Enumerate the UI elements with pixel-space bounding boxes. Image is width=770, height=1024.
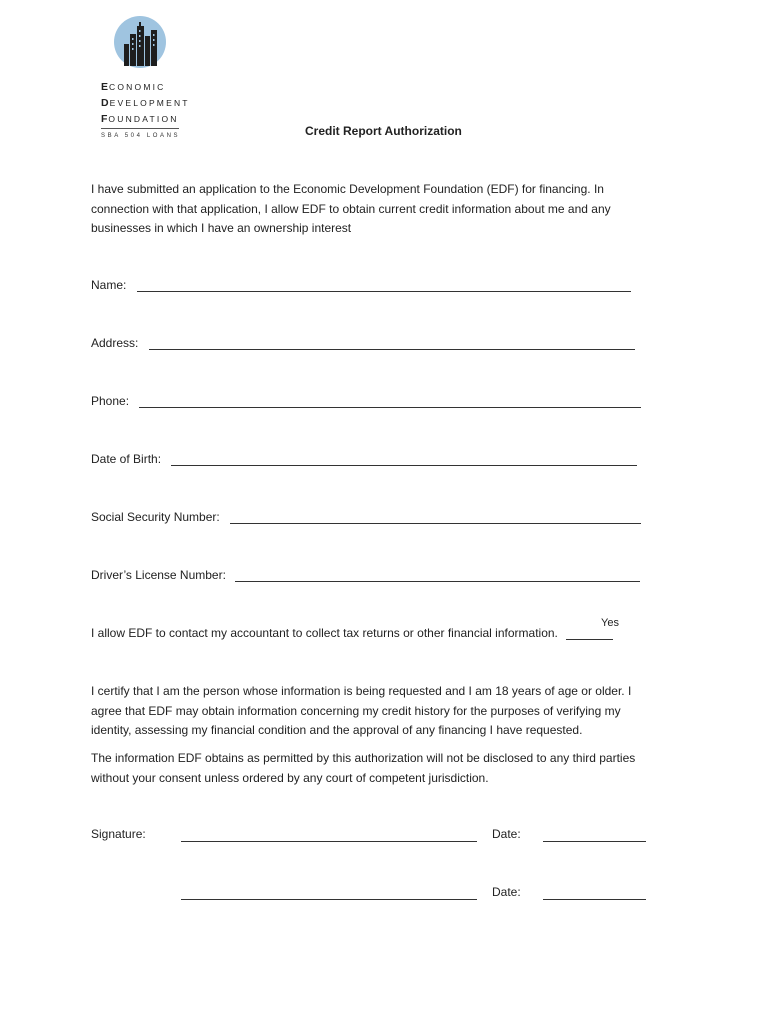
name-row bbox=[91, 278, 631, 292]
accountant-consent-field[interactable] bbox=[566, 627, 613, 640]
certify-paragraph bbox=[91, 682, 631, 741]
drivers-license-field[interactable] bbox=[235, 569, 640, 582]
signature-field-1[interactable] bbox=[181, 829, 477, 842]
intro-line: connection with that application, I allow EDF to obtain current credit information about me and any bbox=[91, 201, 611, 216]
yes-label: Yes bbox=[601, 617, 619, 629]
signature-field-2[interactable] bbox=[181, 887, 477, 900]
disclosure-line: The information EDF obtains as permitted by this authorization will not be disclosed to any third parties bbox=[91, 751, 636, 765]
intro-line: I have submitted an application to the Economic Development Foundation (EDF) for financing. In bbox=[91, 182, 604, 196]
disclosure-line: without your consent unless ordered by any court of competent jurisdiction. bbox=[91, 770, 489, 785]
ssn-field[interactable] bbox=[230, 511, 641, 524]
page-title: Credit Report Authorization bbox=[305, 124, 462, 138]
license-label: Driver’s License Number: bbox=[91, 568, 226, 582]
date-label-1: Date: bbox=[492, 827, 521, 841]
dob-label: Date of Birth: bbox=[91, 452, 162, 466]
address-label: Address: bbox=[91, 336, 139, 350]
accountant-row bbox=[91, 626, 613, 640]
intro-line: businesses in which I have an ownership interest bbox=[91, 221, 352, 235]
logo-line-development: DEVELOPMENT bbox=[101, 97, 190, 109]
certify-line: I certify that I am the person whose information is being requested and I am 18 years of age or older. I bbox=[91, 684, 632, 698]
accountant-text: I allow EDF to contact my accountant to collect tax returns or other financial information. bbox=[91, 626, 558, 640]
signature-label: Signature: bbox=[91, 827, 146, 841]
edf-logo-icon bbox=[112, 14, 168, 70]
date-field-2[interactable] bbox=[543, 887, 646, 900]
logo-tagline: SBA 504 LOANS bbox=[101, 133, 181, 139]
certify-line: agree that EDF may obtain information concerning my credit history for the purposes of verifying my bbox=[91, 703, 621, 718]
date-label-2: Date: bbox=[492, 885, 521, 899]
ssn-row bbox=[91, 510, 641, 524]
date-field-1[interactable] bbox=[543, 829, 646, 842]
dob-row bbox=[91, 452, 637, 466]
address-field[interactable] bbox=[149, 337, 635, 350]
logo-line-economic: ECONOMIC bbox=[101, 81, 166, 93]
phone-label: Phone: bbox=[91, 394, 130, 408]
ssn-label: Social Security Number: bbox=[91, 510, 220, 524]
certify-line: identity, assessing my financial condition and the approval of any financing I have requested. bbox=[91, 723, 583, 737]
phone-field[interactable] bbox=[139, 395, 641, 408]
phone-row bbox=[91, 394, 641, 408]
name-label: Name: bbox=[91, 278, 127, 292]
date-of-birth-field[interactable] bbox=[171, 453, 637, 466]
disclosure-paragraph bbox=[91, 749, 635, 788]
license-row bbox=[91, 568, 640, 582]
name-field[interactable] bbox=[137, 279, 631, 292]
logo-rule bbox=[101, 128, 179, 129]
intro-paragraph bbox=[91, 180, 611, 239]
address-row bbox=[91, 336, 635, 350]
logo-line-foundation: FOUNDATION bbox=[101, 113, 179, 125]
